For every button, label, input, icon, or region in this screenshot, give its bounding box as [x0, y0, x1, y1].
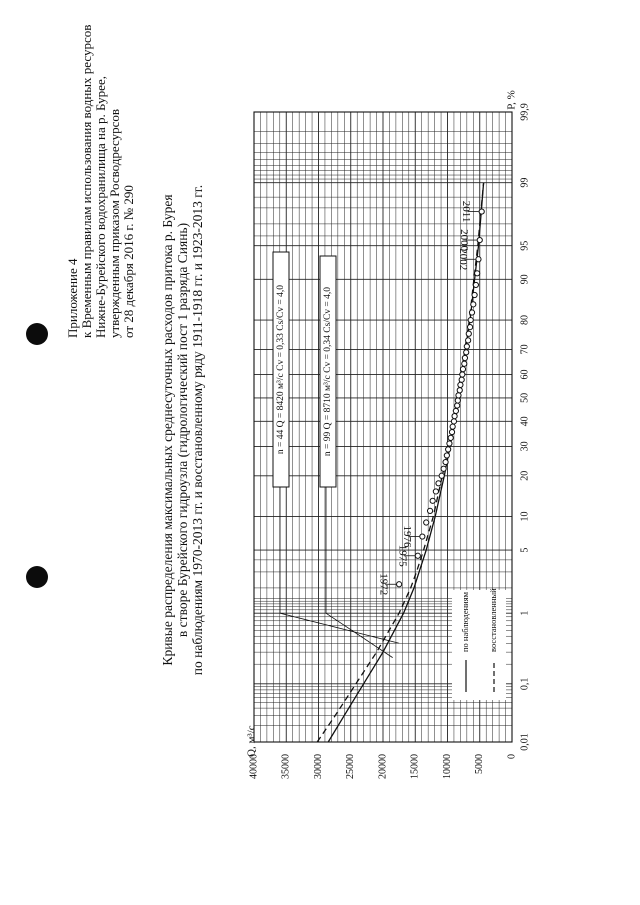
data-point — [473, 282, 478, 287]
data-point — [462, 355, 467, 360]
data-point — [436, 481, 441, 486]
x-tick-label: 0,1 — [519, 677, 531, 691]
data-point — [447, 441, 452, 446]
x-tick-label: 10 — [519, 511, 531, 522]
data-point — [397, 582, 402, 587]
y-tick-label: 30000 — [312, 754, 324, 779]
data-point — [430, 498, 435, 503]
appendix-line: Приложение 4 — [65, 258, 80, 338]
x-tick-label: 90 — [519, 274, 531, 285]
data-point — [427, 508, 432, 513]
x-tick-label: 30 — [519, 441, 531, 452]
x-tick-label: 80 — [519, 315, 531, 326]
appendix-line: к Временным правилам использования водных ресурсов — [79, 24, 94, 338]
x-axis-label: P, % — [505, 90, 518, 110]
data-point — [472, 292, 477, 297]
year-annotation: 1975 — [396, 544, 409, 567]
data-point — [448, 435, 453, 440]
data-point — [420, 534, 425, 539]
data-point — [441, 466, 446, 471]
data-point — [455, 403, 460, 408]
data-point — [443, 459, 448, 464]
y-tick-label: 5000 — [474, 754, 486, 774]
y-axis-label: Q, м³/с — [245, 725, 258, 757]
data-point — [464, 350, 469, 355]
x-tick-label: 99 — [519, 177, 531, 188]
params-label: n = 99 Q = 8710 м³/с Cv = 0,34 Cs/Cv = 4,0 — [323, 286, 334, 457]
x-tick-label: 20 — [519, 470, 531, 481]
x-tick-label: 1 — [519, 610, 531, 616]
data-point — [471, 302, 476, 307]
params-leader — [280, 487, 399, 643]
x-tick-label: 5 — [519, 547, 531, 553]
params-label: n = 44 Q = 8420 м³/с Cv = 0,33 Cs/Cv = 4,0 — [276, 284, 287, 455]
data-point — [460, 367, 465, 372]
x-tick-label: 99,9 — [519, 103, 531, 121]
data-point — [446, 447, 451, 452]
y-tick-label: 35000 — [280, 754, 292, 779]
y-tick-label: 0 — [506, 754, 518, 759]
x-tick-label: 50 — [519, 392, 531, 403]
appendix-line: от 28 декабря 2016 г. № 290 — [121, 185, 136, 338]
data-point — [424, 520, 429, 525]
chart-title-line: в створе Бурейского гидроузла (гидрологический пост 1 разряда Сиянь) — [175, 222, 190, 638]
data-point — [456, 393, 461, 398]
year-annotation: 2000 — [458, 229, 471, 252]
year-annotation: 1976 — [400, 525, 413, 548]
data-point — [450, 424, 455, 429]
chart-title-line: Кривые распределения максимальных среднесуточных расходов притока р. Бурея — [160, 194, 175, 666]
y-tick-label: 40000 — [248, 754, 260, 779]
data-point — [415, 553, 420, 558]
data-point — [464, 344, 469, 349]
legend-label: восстановленный — [487, 588, 498, 652]
x-tick-label: 0,01 — [519, 733, 531, 751]
legend-label: по наблюдениям — [459, 591, 470, 652]
appendix-line: утвержденным приказом Росводресурсов — [107, 109, 122, 338]
data-point — [455, 398, 460, 403]
data-point — [479, 209, 484, 214]
data-point — [469, 310, 474, 315]
data-point — [451, 419, 456, 424]
data-point — [444, 453, 449, 458]
data-point — [475, 271, 480, 276]
data-point — [467, 324, 472, 329]
y-tick-label: 15000 — [409, 754, 421, 779]
year-annotation: 2011 — [460, 200, 473, 223]
data-point — [433, 489, 438, 494]
x-tick-label: 40 — [519, 416, 531, 427]
data-point — [466, 331, 471, 336]
data-point — [460, 372, 465, 377]
data-point — [449, 429, 454, 434]
y-tick-label: 20000 — [377, 754, 389, 779]
y-tick-label: 25000 — [345, 754, 357, 779]
data-point — [476, 257, 481, 262]
data-point — [452, 414, 457, 419]
data-point — [457, 388, 462, 393]
x-tick-label: 95 — [519, 240, 531, 251]
data-point — [458, 382, 463, 387]
data-point — [477, 237, 482, 242]
data-point — [459, 377, 464, 382]
data-point — [462, 361, 467, 366]
data-point — [466, 338, 471, 343]
x-tick-label: 60 — [519, 369, 531, 380]
year-annotation: 2002 — [456, 248, 469, 271]
data-point — [439, 473, 444, 478]
x-tick-label: 70 — [519, 344, 531, 355]
year-annotation: 1972 — [377, 573, 390, 596]
y-tick-label: 10000 — [441, 754, 453, 779]
data-point — [468, 317, 473, 322]
chart-title-line: по наблюдениям 1970-2013 гг. и восстановленному ряду 1911-1918 гг. и 1923-2013 гг. — [190, 184, 205, 676]
appendix-line: Нижне-Бурейского водохранилища на р. Бурее, — [93, 76, 108, 338]
data-point — [453, 408, 458, 413]
